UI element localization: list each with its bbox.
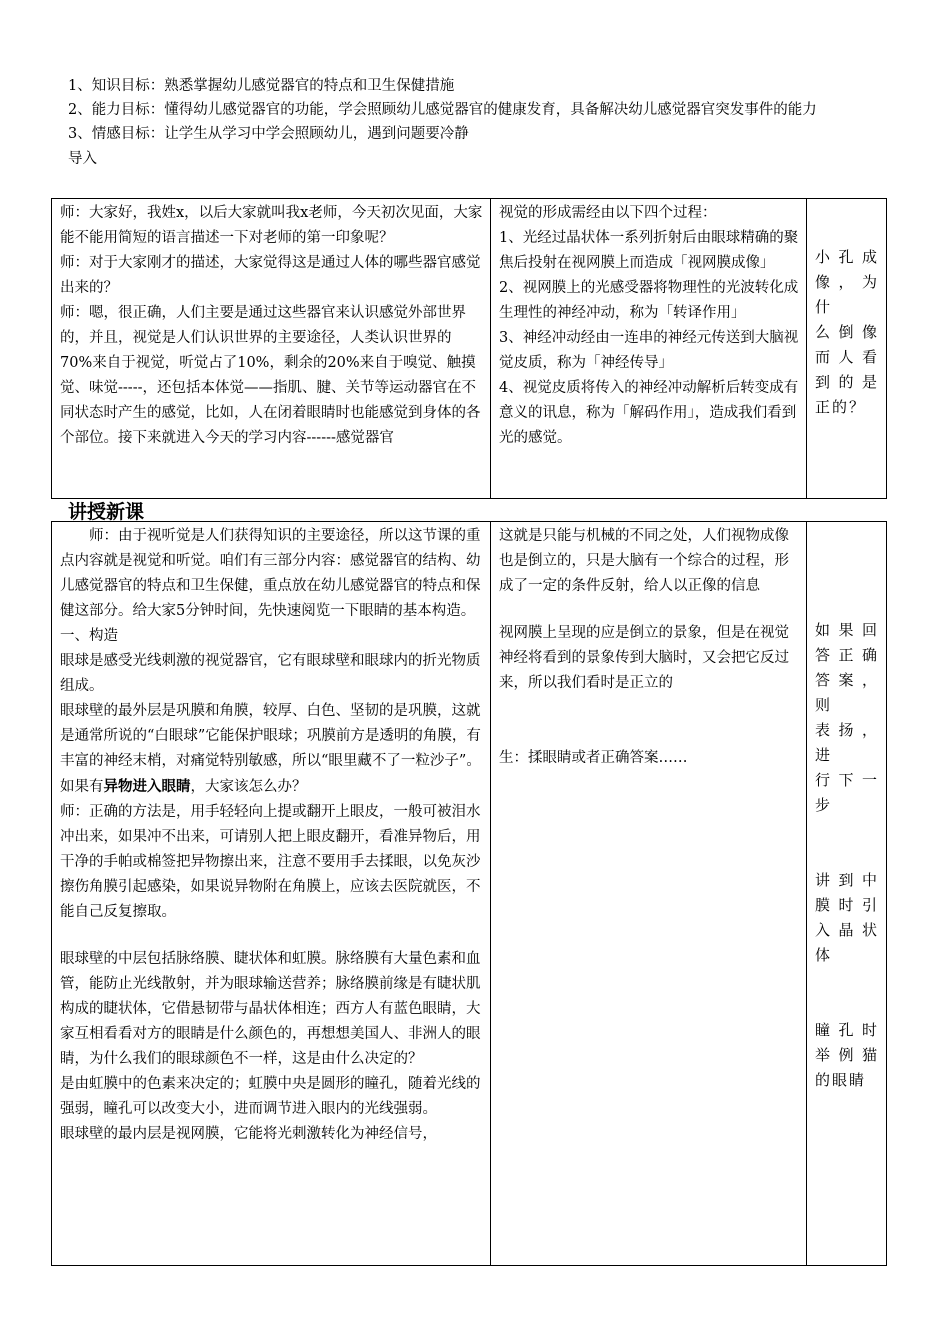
explain-paragraph: 视网膜上呈现的应是倒立的景象，但是在视觉神经将看到的景象传到大脑时，又会把它反过来，所以我们看时是正立的 bbox=[499, 625, 789, 691]
intro-heading: 导入 bbox=[68, 151, 97, 167]
lesson-note-cell bbox=[807, 522, 887, 1266]
teacher-line: 师：嗯，很正确，人们主要是通过这些器官来认识感觉外部世界的，并且，视觉是人们认识世界的主要途径，人类认识世界的70%来自于视觉，听觉占了10%，剩余的20%来自于嗅觉、触摸觉、味觉-----，还包括本体觉——指肌、腱、关节等运动器官在不同状态时产生的感觉，比如，人在闭着眼睛时也能感觉到身体的各个部位。接下来就进入今天的学习内容------感觉器官 bbox=[60, 305, 481, 446]
lesson-paragraph: 眼球壁的最内层是视网膜，它能将光刺激转化为神经信号， bbox=[60, 1126, 437, 1142]
note-line: 瞳孔时 bbox=[815, 1021, 879, 1039]
note-middle-layer bbox=[815, 868, 879, 968]
goal-knowledge: 1、知识目标：熟悉掌握幼儿感觉器官的特点和卫生保健措施 bbox=[68, 78, 455, 94]
note-correct-answer bbox=[815, 618, 879, 818]
note-line: 膜时引 bbox=[815, 896, 879, 914]
note-line: 像，为什 bbox=[815, 273, 879, 316]
lesson-paragraph: 是由虹膜中的色素来决定的；虹膜中央是圆形的瞳孔，随着光线的强弱，瞳孔可以改变大小，进而调节进入眼内的光线强弱。 bbox=[60, 1076, 481, 1117]
intro-teacher-cell bbox=[52, 199, 491, 499]
vision-line: 2、视网膜上的光感受器将物理性的光波转化成生理性的神经冲动，称为「转译作用」 bbox=[499, 280, 799, 321]
text-run: ，大家该怎么办？ bbox=[190, 779, 307, 795]
lesson-paragraph: 师：正确的方法是，用手轻轻向上提或翻开上眼皮，一般可被泪水冲出来，如果冲不出来，可请别人把上眼皮翻开，看准异物后，用干净的手帕或棉签把异物擦出来，注意不要用手去揉眼，以免灰沙擦伤角膜引起感染，如果说异物附在角膜上，应该去医院就医，不能自己反复擦取。 bbox=[60, 804, 481, 920]
explain-cell bbox=[491, 522, 807, 1266]
intro-note bbox=[815, 245, 879, 420]
lesson-table bbox=[51, 521, 887, 1266]
note-line: 讲到中 bbox=[815, 871, 879, 889]
lesson-paragraph: 师：由于视听觉是人们获得知识的主要途径，所以这节课的重点内容就是视觉和听觉。咱们有三部分内容：感觉器官的结构、幼儿感觉器官的特点和卫生保健，重点放在幼儿感觉器官的特点和保健这部分。给大家5分钟时间，先快速阅览一下眼睛的基本构造。 bbox=[60, 528, 481, 619]
vision-process-cell bbox=[491, 199, 807, 499]
bold-text: 异物进入眼睛 bbox=[103, 778, 191, 795]
section-title: 讲授新课 bbox=[68, 501, 145, 523]
note-line: 表扬，进 bbox=[815, 721, 879, 764]
vision-line: 视觉的形成需经由以下四个过程： bbox=[499, 205, 717, 221]
intro-table bbox=[51, 198, 887, 499]
note-line: 入晶状 bbox=[815, 921, 879, 939]
teacher-line: 师：大家好，我姓x，以后大家就叫我x老师，今天初次见面，大家能不能用简短的语言描述一下对老师的第一印象呢？ bbox=[60, 205, 483, 246]
intro-note-cell bbox=[807, 199, 887, 499]
note-line: 行下一 bbox=[815, 771, 879, 789]
note-line: 而人看 bbox=[815, 348, 879, 366]
vision-line: 1、光经过晶状体一系列折射后由眼球精确的聚焦后投射在视网膜上而造成「视网膜成像」 bbox=[499, 230, 799, 271]
note-line: 答正确 bbox=[815, 646, 879, 664]
lesson-paragraph bbox=[60, 699, 483, 800]
note-line: 如果回 bbox=[815, 621, 879, 639]
note-pupil bbox=[815, 1018, 879, 1093]
explain-paragraph: 这就是只能与机械的不同之处，人们视物成像也是倒立的，只是大脑有一个综合的过程，形成了一定的条件反射，给人以正像的信息 bbox=[499, 528, 789, 594]
lesson-heading: 一、构造 bbox=[60, 628, 118, 644]
note-line: 步 bbox=[815, 796, 833, 814]
objectives bbox=[68, 74, 888, 171]
goal-ability: 2、能力目标：懂得幼儿感觉器官的功能，学会照顾幼儿感觉器官的健康发育，具备解决幼儿感觉器官突发事件的能力 bbox=[68, 102, 817, 118]
vision-line: 4、视觉皮质将传入的神经冲动解析后转变成有意义的讯息，称为「解码作用」，造成我们看到光的感觉。 bbox=[499, 380, 799, 446]
note-line: 正的？ bbox=[815, 398, 867, 416]
note-line: 么倒像 bbox=[815, 323, 879, 341]
lesson-content-cell bbox=[52, 522, 491, 1266]
vision-line: 3、神经冲动经由一连串的神经元传送到大脑视觉皮质，称为「神经传导」 bbox=[499, 330, 799, 371]
lesson-paragraph: 眼球是感受光线刺激的视觉器官，它有眼球壁和眼球内的折光物质组成。 bbox=[60, 653, 481, 694]
lesson-paragraph: 眼球壁的中层包括脉络膜、睫状体和虹膜。脉络膜有大量色素和血管，能防止光线散射，并为眼球输送营养；脉络膜前缘是有睫状肌构成的睫状体，它借悬韧带与晶状体相连；西方人有蓝色眼睛，大家互相看看对方的眼睛是什么颜色的，再想想美国人、非洲人的眼睛，为什么我们的眼球颜色不一样，这是由什么决定的？ bbox=[60, 951, 481, 1067]
explain-paragraph: 生：揉眼睛或者正确答案…… bbox=[499, 750, 688, 766]
goal-emotion: 3、情感目标：让学生从学习中学会照顾幼儿，遇到问题要冷静 bbox=[68, 126, 469, 142]
note-line: 的眼睛 bbox=[815, 1071, 867, 1089]
note-line: 体 bbox=[815, 946, 833, 964]
note-line: 答案，则 bbox=[815, 671, 879, 714]
note-line: 举例猫 bbox=[815, 1046, 879, 1064]
note-line: 小孔成 bbox=[815, 248, 879, 266]
text-run: 眼球壁的最外层是巩膜和角膜，较厚、白色、坚韧的是巩膜，这就是通常所说的“白眼球”它能保护眼球；巩膜前方是透明的角膜，有丰富的神经末梢，对痛觉特别敏感，所以“眼里藏不了一粒沙子”。如果有 bbox=[60, 703, 481, 795]
teacher-line: 师：对于大家刚才的描述，大家觉得这是通过人体的哪些器官感觉出来的？ bbox=[60, 255, 481, 296]
note-line: 到的是 bbox=[815, 373, 879, 391]
